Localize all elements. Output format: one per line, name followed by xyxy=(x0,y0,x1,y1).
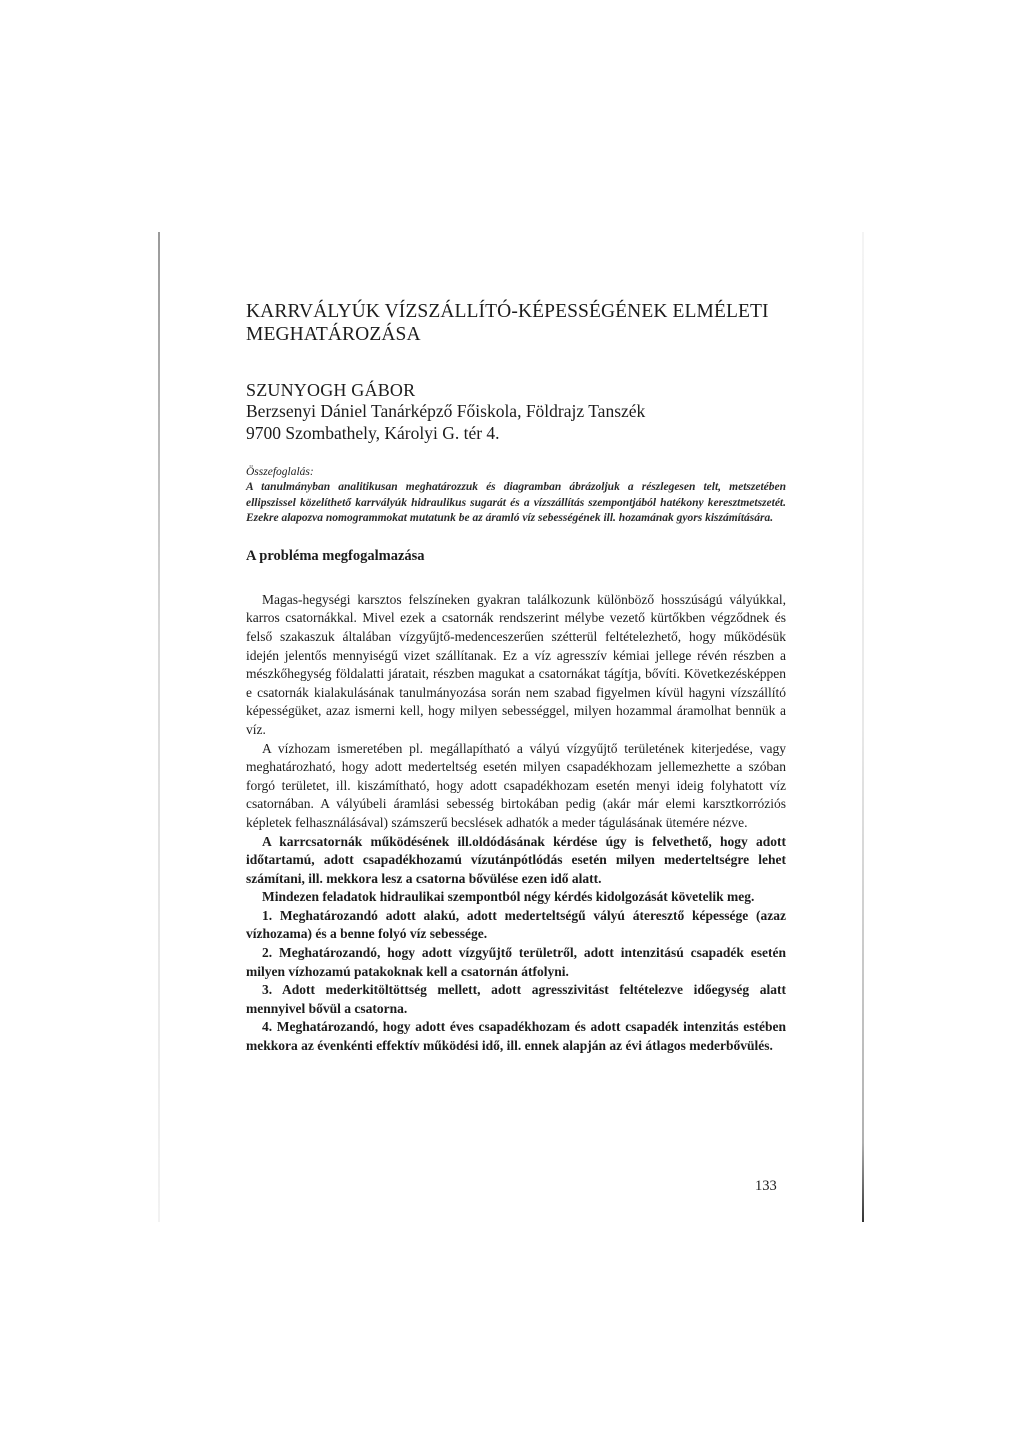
list-item: 1. Meghatározandó adott alakú, adott mederteltségű vályú áteresztő képessége (azaz vízhozama) és a benne folyó víz sebessége. xyxy=(246,907,786,942)
article-page xyxy=(246,300,786,1056)
body-paragraph: A karrcsatornák működésének ill.oldódásának kérdése úgy is felvethető, hogy adott időtartamú, adott csapadékhozamú vízutánpótlódás esetén milyen mederteltségre lehet számítani, ill. mekkora lesz a csatorna bővülése ezen idő alatt. xyxy=(246,833,786,886)
article-title xyxy=(246,300,786,346)
body-text xyxy=(246,591,786,1056)
list-item: 4. Meghatározandó, hogy adott éves csapadékhozam és adott csapadék intenzitás estében mekkora az évenkénti effektív működési idő, ill. ennek alapján az évi átlagos mederbővülés. xyxy=(246,1019,786,1054)
body-paragraph: Magas-hegységi karsztos felszíneken gyakran találkozunk különböző hosszúságú vályúkkal, karros csatornákkal. Mivel ezek a csatornák rendszerint mélybe vezető kürtőkben végződnek és felső szakaszuk általában vízgyűjtő-medenceszerűen szétterül feltételezhető, hogy működésük idején jelentős mennyiségű vizet szállítanak. Ez a víz agresszív kémiai jellege révén részben a mészkőhegység földalatti járatait, részben magukat a csatornákat tágítja, bővíti. Következésképpen e csatornák kialakulásának tanulmányozása során nem szabad figyelmen kívül hagyni vízszállító képességüket, azaz ismerni kell, hogy milyen sebességgel, milyen hozammal áramolhat bennük a víz. xyxy=(246,591,786,737)
scan-shadow-right xyxy=(862,232,864,1222)
author-name: SZUNYOGH GÁBOR xyxy=(246,380,416,400)
abstract-text: A tanulmányban analitikusan meghatározzuk és diagramban ábrázoljuk a részlegesen telt, metszetében ellipszissel közelíthető karrvályúk hidraulikus sugarát és a vízszállítás szempontjából hatékony keresztmetszetét. Ezekre alapozva nomogrammokat mutatunk be az áramló víz sebességének ill. hozamának gyors kiszámítására. xyxy=(246,481,786,525)
section-heading: A probléma megfogalmazása xyxy=(246,547,425,564)
list-item: 2. Meghatározandó, hogy adott vízgyűjtő területről, adott intenzitású csapadék esetén milyen vízhozamú patakoknak kell a csatornán átfolyni. xyxy=(246,945,786,979)
list-item: 3. Adott mederkitöltöttség mellett, adott agresszivitást feltételezve időegység alatt mennyivel bővül a csatorna. xyxy=(246,982,786,1016)
page-number: 133 xyxy=(755,1178,777,1194)
article-title-line1: KARRVÁLYÚK VÍZSZÁLLÍTÓ-KÉPESSÉGÉNEK ELMÉLETI xyxy=(246,301,769,322)
article-title-line2: MEGHATÁROZÁSA xyxy=(246,324,421,345)
body-paragraph: Mindezen feladatok hidraulikai szempontból négy kérdés kidolgozását követelik meg. xyxy=(262,889,755,905)
abstract-label: Összefoglalás: xyxy=(246,466,314,478)
affiliation-address: 9700 Szombathely, Károlyi G. tér 4. xyxy=(246,423,500,443)
scan-shadow-left xyxy=(158,232,160,1222)
affiliation-institution: Berzsenyi Dániel Tanárképző Főiskola, Földrajz Tanszék xyxy=(246,401,646,421)
body-paragraph: A vízhozam ismeretében pl. megállapítható a vályú vízgyűjtő területének kiterjedése, vagy meghatározható, hogy adott mederteltség esetén milyen csapadékhozam jellemezhette a szóban forgó területet, ill. kiszámítható, hogy adott csapadékhozam esetén menyi ideig folyhatott víz csatornában. A vályúbeli áramlási sebesség birtokában pedig (akár már elemi karsztkorróziós képletek felhasználásával) számszerű becslések adhatók a meder tágulásának ütemére nézve. xyxy=(246,740,786,830)
